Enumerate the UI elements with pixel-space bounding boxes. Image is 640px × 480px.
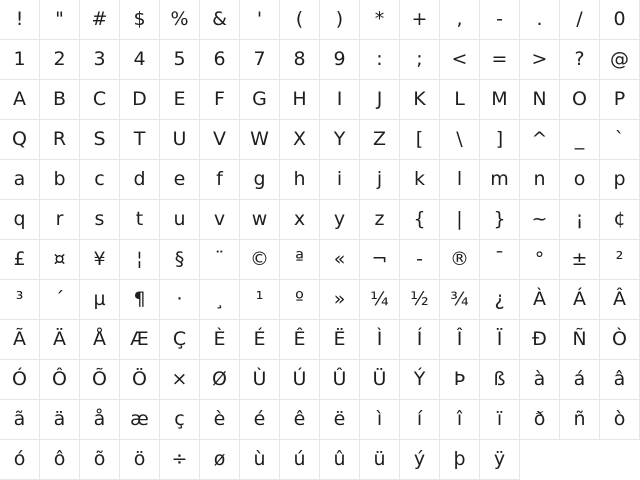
glyph-cell[interactable]: é	[240, 400, 280, 440]
glyph-cell[interactable]: V	[200, 120, 240, 160]
glyph-cell[interactable]: \	[440, 120, 480, 160]
glyph-cell[interactable]: ¢	[600, 200, 640, 240]
glyph-cell[interactable]: N	[520, 80, 560, 120]
glyph-cell[interactable]: Û	[320, 360, 360, 400]
glyph-cell[interactable]: §	[160, 240, 200, 280]
glyph-cell[interactable]: ç	[160, 400, 200, 440]
glyph-cell[interactable]: 1	[0, 40, 40, 80]
glyph-cell[interactable]: A	[0, 80, 40, 120]
glyph-cell[interactable]: E	[160, 80, 200, 120]
glyph-cell[interactable]: õ	[80, 440, 120, 480]
glyph-cell[interactable]: M	[480, 80, 520, 120]
glyph-cell[interactable]: R	[40, 120, 80, 160]
glyph-cell[interactable]: }	[480, 200, 520, 240]
glyph-cell[interactable]: Í	[400, 320, 440, 360]
glyph-cell[interactable]: Ô	[40, 360, 80, 400]
glyph-cell[interactable]: Ã	[0, 320, 40, 360]
glyph-cell[interactable]: ë	[320, 400, 360, 440]
glyph-cell[interactable]: ¬	[360, 240, 400, 280]
glyph-cell[interactable]: .	[520, 0, 560, 40]
glyph-cell[interactable]: ý	[400, 440, 440, 480]
glyph-cell[interactable]: D	[120, 80, 160, 120]
glyph-cell[interactable]: £	[0, 240, 40, 280]
glyph-cell[interactable]: ¼	[360, 280, 400, 320]
glyph-cell[interactable]: s	[80, 200, 120, 240]
glyph-cell[interactable]: ]	[480, 120, 520, 160]
glyph-cell[interactable]: ê	[280, 400, 320, 440]
glyph-cell[interactable]: ¨	[200, 240, 240, 280]
glyph-cell[interactable]: Å	[80, 320, 120, 360]
glyph-cell[interactable]: «	[320, 240, 360, 280]
glyph-cell[interactable]: 9	[320, 40, 360, 80]
glyph-cell[interactable]: ù	[240, 440, 280, 480]
glyph-cell[interactable]: Ú	[280, 360, 320, 400]
glyph-cell[interactable]: d	[120, 160, 160, 200]
glyph-cell[interactable]: ü	[360, 440, 400, 480]
glyph-cell[interactable]: ª	[280, 240, 320, 280]
glyph-cell[interactable]: O	[560, 80, 600, 120]
glyph-cell[interactable]: á	[560, 360, 600, 400]
glyph-cell[interactable]: ©	[240, 240, 280, 280]
glyph-cell[interactable]: -	[480, 0, 520, 40]
glyph-cell[interactable]: K	[400, 80, 440, 120]
glyph-cell[interactable]: ô	[40, 440, 80, 480]
glyph-cell[interactable]: h	[280, 160, 320, 200]
glyph-cell[interactable]: q	[0, 200, 40, 240]
glyph-cell[interactable]: ì	[360, 400, 400, 440]
glyph-cell[interactable]: o	[560, 160, 600, 200]
glyph-cell[interactable]: ¸	[200, 280, 240, 320]
glyph-cell[interactable]: F	[200, 80, 240, 120]
glyph-cell[interactable]: ;	[400, 40, 440, 80]
glyph-cell[interactable]: :	[360, 40, 400, 80]
glyph-cell[interactable]: ´	[40, 280, 80, 320]
glyph-cell[interactable]: `	[600, 120, 640, 160]
glyph-cell[interactable]: $	[120, 0, 160, 40]
glyph-cell[interactable]: ³	[0, 280, 40, 320]
glyph-cell[interactable]: {	[400, 200, 440, 240]
glyph-cell[interactable]: 7	[240, 40, 280, 80]
glyph-cell[interactable]: Z	[360, 120, 400, 160]
glyph-cell[interactable]: >	[520, 40, 560, 80]
glyph-cell[interactable]: G	[240, 80, 280, 120]
glyph-cell[interactable]: k	[400, 160, 440, 200]
empty-cell	[520, 440, 560, 480]
glyph-cell[interactable]: ï	[480, 400, 520, 440]
glyph-cell[interactable]: Ï	[480, 320, 520, 360]
glyph-cell[interactable]: z	[360, 200, 400, 240]
glyph-cell[interactable]: Ò	[600, 320, 640, 360]
glyph-cell[interactable]: ò	[600, 400, 640, 440]
glyph-cell[interactable]: y	[320, 200, 360, 240]
glyph-cell[interactable]: ä	[40, 400, 80, 440]
glyph-cell[interactable]: 3	[80, 40, 120, 80]
glyph-cell[interactable]: ö	[120, 440, 160, 480]
glyph-cell[interactable]: X	[280, 120, 320, 160]
glyph-cell[interactable]: l	[440, 160, 480, 200]
glyph-cell[interactable]: ß	[480, 360, 520, 400]
glyph-cell[interactable]: J	[360, 80, 400, 120]
glyph-cell[interactable]: #	[80, 0, 120, 40]
glyph-cell[interactable]: !	[0, 0, 40, 40]
glyph-cell[interactable]: Õ	[80, 360, 120, 400]
glyph-cell[interactable]: ¿	[480, 280, 520, 320]
glyph-cell[interactable]: /	[560, 0, 600, 40]
glyph-cell[interactable]: ¡	[560, 200, 600, 240]
glyph-cell[interactable]: ¹	[240, 280, 280, 320]
glyph-cell[interactable]: u	[160, 200, 200, 240]
glyph-cell[interactable]: ú	[280, 440, 320, 480]
glyph-cell[interactable]: m	[480, 160, 520, 200]
glyph-cell[interactable]: Q	[0, 120, 40, 160]
glyph-cell[interactable]: ñ	[560, 400, 600, 440]
glyph-cell[interactable]: þ	[440, 440, 480, 480]
glyph-cell[interactable]: Ý	[400, 360, 440, 400]
glyph-cell[interactable]: »	[320, 280, 360, 320]
glyph-cell[interactable]: Æ	[120, 320, 160, 360]
glyph-cell[interactable]: ×	[160, 360, 200, 400]
empty-cell	[560, 440, 600, 480]
glyph-cell[interactable]: =	[480, 40, 520, 80]
glyph-cell[interactable]: ®	[440, 240, 480, 280]
glyph-cell[interactable]: t	[120, 200, 160, 240]
glyph-cell[interactable]: )	[320, 0, 360, 40]
glyph-cell[interactable]: Â	[600, 280, 640, 320]
glyph-cell[interactable]: ¤	[40, 240, 80, 280]
glyph-cell[interactable]: Ì	[360, 320, 400, 360]
glyph-cell[interactable]: p	[600, 160, 640, 200]
glyph-cell[interactable]: ÷	[160, 440, 200, 480]
glyph-cell[interactable]: %	[160, 0, 200, 40]
glyph-cell[interactable]: ^	[520, 120, 560, 160]
glyph-cell[interactable]: ·	[160, 280, 200, 320]
glyph-cell[interactable]: Á	[560, 280, 600, 320]
glyph-cell[interactable]: ²	[600, 240, 640, 280]
glyph-cell[interactable]: Ù	[240, 360, 280, 400]
glyph-cell[interactable]: À	[520, 280, 560, 320]
glyph-cell[interactable]: b	[40, 160, 80, 200]
glyph-cell[interactable]: 8	[280, 40, 320, 80]
glyph-cell[interactable]: Ñ	[560, 320, 600, 360]
glyph-cell[interactable]: ~	[520, 200, 560, 240]
glyph-cell[interactable]: â	[600, 360, 640, 400]
glyph-cell[interactable]: Ç	[160, 320, 200, 360]
glyph-cell[interactable]: º	[280, 280, 320, 320]
glyph-cell[interactable]: v	[200, 200, 240, 240]
glyph-cell[interactable]: w	[240, 200, 280, 240]
glyph-cell[interactable]: B	[40, 80, 80, 120]
glyph-cell[interactable]: ð	[520, 400, 560, 440]
glyph-cell[interactable]: @	[600, 40, 640, 80]
glyph-cell[interactable]: 5	[160, 40, 200, 80]
glyph-cell[interactable]: c	[80, 160, 120, 200]
glyph-cell[interactable]: '	[240, 0, 280, 40]
glyph-cell[interactable]: ?	[560, 40, 600, 80]
glyph-cell[interactable]: ½	[400, 280, 440, 320]
glyph-cell[interactable]: ¶	[120, 280, 160, 320]
glyph-cell[interactable]: W	[240, 120, 280, 160]
glyph-cell[interactable]: Ø	[200, 360, 240, 400]
glyph-cell[interactable]: µ	[80, 280, 120, 320]
glyph-cell[interactable]: T	[120, 120, 160, 160]
glyph-cell[interactable]: P	[600, 80, 640, 120]
glyph-cell[interactable]: É	[240, 320, 280, 360]
empty-cell	[600, 440, 640, 480]
glyph-cell[interactable]: -	[400, 240, 440, 280]
glyph-cell[interactable]: à	[520, 360, 560, 400]
glyph-cell[interactable]: [	[400, 120, 440, 160]
glyph-cell[interactable]: r	[40, 200, 80, 240]
glyph-cell[interactable]: ±	[560, 240, 600, 280]
glyph-cell[interactable]: I	[320, 80, 360, 120]
glyph-cell[interactable]: H	[280, 80, 320, 120]
glyph-cell[interactable]: Þ	[440, 360, 480, 400]
glyph-cell[interactable]: Î	[440, 320, 480, 360]
glyph-cell[interactable]: î	[440, 400, 480, 440]
glyph-cell[interactable]: 0	[600, 0, 640, 40]
glyph-cell[interactable]: ø	[200, 440, 240, 480]
glyph-cell[interactable]: ¥	[80, 240, 120, 280]
glyph-cell[interactable]: ¯	[480, 240, 520, 280]
glyph-cell[interactable]: ÿ	[480, 440, 520, 480]
glyph-cell[interactable]: í	[400, 400, 440, 440]
glyph-cell[interactable]: Ó	[0, 360, 40, 400]
glyph-cell[interactable]: ,	[440, 0, 480, 40]
glyph-cell[interactable]: (	[280, 0, 320, 40]
glyph-cell[interactable]: Ë	[320, 320, 360, 360]
glyph-cell[interactable]: _	[560, 120, 600, 160]
glyph-cell[interactable]: Ü	[360, 360, 400, 400]
glyph-cell[interactable]: <	[440, 40, 480, 80]
glyph-cell[interactable]: x	[280, 200, 320, 240]
glyph-cell[interactable]: °	[520, 240, 560, 280]
glyph-cell[interactable]: +	[400, 0, 440, 40]
glyph-cell[interactable]: ¾	[440, 280, 480, 320]
glyph-cell[interactable]: è	[200, 400, 240, 440]
glyph-cell[interactable]: |	[440, 200, 480, 240]
glyph-cell[interactable]: S	[80, 120, 120, 160]
glyph-cell[interactable]: "	[40, 0, 80, 40]
glyph-cell[interactable]: &	[200, 0, 240, 40]
glyph-cell[interactable]: å	[80, 400, 120, 440]
glyph-cell[interactable]: æ	[120, 400, 160, 440]
glyph-cell[interactable]: Y	[320, 120, 360, 160]
glyph-cell[interactable]: û	[320, 440, 360, 480]
glyph-cell[interactable]: 6	[200, 40, 240, 80]
glyph-cell[interactable]: ó	[0, 440, 40, 480]
glyph-cell[interactable]: U	[160, 120, 200, 160]
glyph-cell[interactable]: n	[520, 160, 560, 200]
glyph-cell[interactable]: Ö	[120, 360, 160, 400]
glyph-cell[interactable]: *	[360, 0, 400, 40]
glyph-cell[interactable]: Ð	[520, 320, 560, 360]
glyph-cell[interactable]: Ê	[280, 320, 320, 360]
glyph-cell[interactable]: a	[0, 160, 40, 200]
glyph-cell[interactable]: L	[440, 80, 480, 120]
glyph-cell[interactable]: C	[80, 80, 120, 120]
glyph-cell[interactable]: e	[160, 160, 200, 200]
glyph-cell[interactable]: i	[320, 160, 360, 200]
glyph-cell[interactable]: ã	[0, 400, 40, 440]
glyph-cell[interactable]: 2	[40, 40, 80, 80]
glyph-cell[interactable]: ¦	[120, 240, 160, 280]
glyph-cell[interactable]: f	[200, 160, 240, 200]
glyph-cell[interactable]: 4	[120, 40, 160, 80]
glyph-cell[interactable]: g	[240, 160, 280, 200]
glyph-cell[interactable]: Ä	[40, 320, 80, 360]
glyph-cell[interactable]: È	[200, 320, 240, 360]
glyph-cell[interactable]: j	[360, 160, 400, 200]
